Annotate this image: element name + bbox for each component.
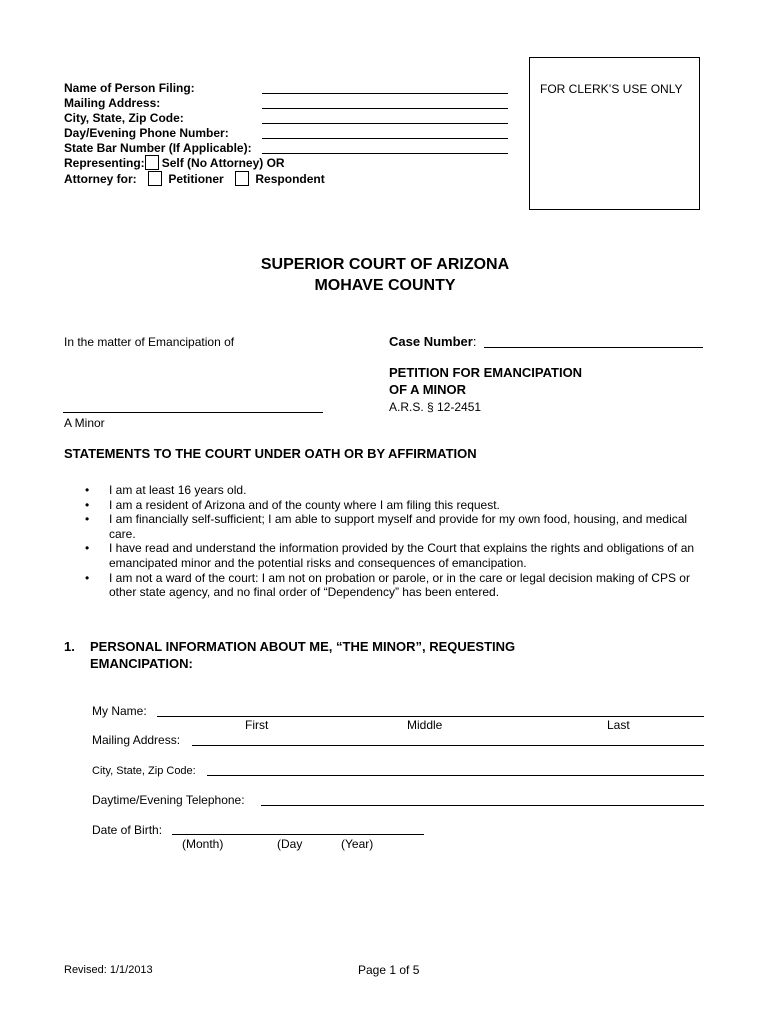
filer-name-line[interactable] — [262, 93, 508, 94]
dob-year-caption: (Year) — [341, 837, 374, 851]
bullet-icon: • — [85, 541, 90, 556]
dob-month-caption: (Month) — [182, 837, 224, 851]
clerk-use-box — [529, 57, 700, 210]
minor-mailing-label: Mailing Address: — [92, 733, 181, 747]
bullet-icon: • — [85, 497, 90, 512]
statement-text: I am not a ward of the court: I am not on probation or parole, or in the care or legal decision making of CPS or other state agency, and no final order of “Dependency” has been entered. — [109, 570, 690, 600]
case-number-colon: : — [472, 334, 477, 349]
filer-city-label: City, State, Zip Code: — [64, 111, 184, 125]
filer-city-line[interactable] — [262, 123, 508, 124]
filer-phone-label: Day/Evening Phone Number: — [64, 126, 229, 140]
list-item — [85, 541, 710, 570]
filer-phone-line[interactable] — [262, 138, 508, 139]
filer-bar-label: State Bar Number (If Applicable): — [64, 141, 252, 155]
respondent-checkbox[interactable] — [235, 171, 249, 186]
case-number-label: Case Number — [389, 334, 473, 349]
court-county: MOHAVE COUNTY — [314, 277, 456, 294]
first-name-caption: First — [245, 718, 269, 732]
statement-text: I am financially self-sufficient; I am able to support myself and provide for my own food, housing, and medical care. — [109, 512, 688, 541]
list-item — [85, 571, 710, 600]
petition-title-line2: OF A MINOR — [389, 382, 467, 397]
my-name-line[interactable] — [157, 716, 704, 717]
section1-number: 1. — [64, 639, 75, 654]
attorney-row — [64, 171, 325, 187]
minor-phone-label: Daytime/Evening Telephone: — [92, 793, 245, 807]
self-option-label: Self (No Attorney) OR — [161, 156, 285, 170]
self-checkbox[interactable] — [145, 155, 159, 170]
court-name: SUPERIOR COURT OF ARIZONA — [260, 256, 510, 273]
statements-heading: STATEMENTS TO THE COURT UNDER OATH OR BY AFFIRMATION — [64, 446, 477, 461]
matter-label: In the matter of Emancipation of — [64, 335, 235, 349]
minor-phone-line[interactable] — [261, 805, 704, 806]
petition-title-line1: PETITION FOR EMANCIPATION — [389, 365, 583, 380]
dob-line[interactable] — [172, 834, 424, 835]
respondent-option-label: Respondent — [255, 172, 325, 186]
section1-title-line1: PERSONAL INFORMATION ABOUT ME, “THE MINOR”, REQUESTING — [90, 639, 516, 654]
minor-label: A Minor — [64, 416, 105, 430]
page-number: Page 1 of 5 — [358, 963, 420, 977]
my-name-label: My Name: — [92, 704, 147, 718]
minor-city-line[interactable] — [207, 775, 704, 776]
bullet-icon: • — [85, 570, 90, 585]
filer-mailing-line[interactable] — [262, 108, 508, 109]
revised-date: Revised: 1/1/2013 — [64, 964, 153, 976]
statement-text: I am at least 16 years old. — [109, 483, 247, 497]
list-item — [85, 483, 710, 498]
bullet-icon: • — [85, 483, 90, 497]
petitioner-checkbox[interactable] — [148, 171, 162, 186]
minor-mailing-line[interactable] — [192, 745, 704, 746]
petitioner-option-label: Petitioner — [168, 172, 224, 186]
dob-day-caption: (Day — [277, 837, 303, 851]
filer-mailing-label: Mailing Address: — [64, 96, 161, 110]
filer-name-label: Name of Person Filing: — [64, 81, 195, 95]
clerk-use-label: FOR CLERK’S USE ONLY — [540, 82, 683, 96]
dob-label: Date of Birth: — [92, 823, 163, 837]
last-name-caption: Last — [607, 718, 630, 732]
minor-name-line[interactable] — [63, 412, 323, 413]
filer-bar-line[interactable] — [262, 153, 508, 154]
attorney-label: Attorney for: — [64, 172, 137, 186]
representing-label: Representing: — [64, 156, 145, 170]
middle-name-caption: Middle — [407, 718, 443, 732]
bullet-icon: • — [85, 512, 90, 527]
representing-row — [64, 155, 285, 171]
statement-text: I am a resident of Arizona and of the county where I am filing this request. — [109, 497, 500, 512]
statute-reference: A.R.S. § 12-2451 — [389, 400, 482, 414]
list-item — [85, 498, 710, 513]
minor-city-label: City, State, Zip Code: — [92, 765, 196, 777]
case-number-line[interactable] — [484, 347, 703, 348]
section1-title-line2: EMANCIPATION: — [90, 656, 193, 671]
list-item — [85, 512, 710, 541]
case-number-row — [389, 334, 476, 349]
statement-text: I have read and understand the information provided by the Court that explains the rights and obligations of an emancipated minor and the potential risks and consequences of emancipation. — [109, 541, 695, 570]
statements-list — [85, 483, 710, 600]
